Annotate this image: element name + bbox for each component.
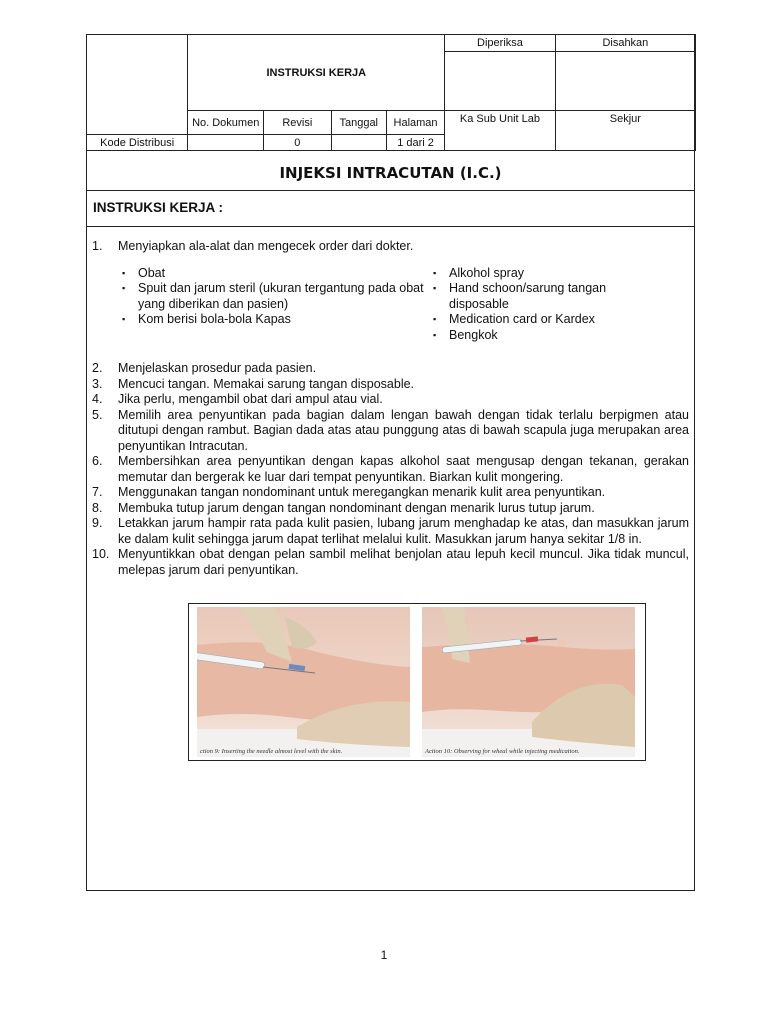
ka-sub-unit-lab-label: Ka Sub Unit Lab	[445, 111, 556, 151]
photo-observing-wheal	[422, 607, 635, 757]
disahkan-signature-cell	[555, 52, 695, 111]
step-text: Memilih area penyuntikan pada bagian dalam lengan bawah dengan tidak terlalu berpigmen atau ditutupi dengan rambut. Bagian dada atas atau punggung atas di bawah scapula juga merupakan area penyuntikan Intracutan.	[118, 407, 689, 453]
square-bullet-icon: ▪	[122, 314, 126, 324]
step-text: Menggunakan tangan nondominant untuk meregangkan menarik kulit area penyuntikan.	[118, 485, 606, 499]
document-title: INJEKSI INTRACUTAN (I.C.)	[86, 153, 695, 191]
equipment-item: ▪ Bengkok	[433, 327, 498, 342]
kode-distribusi-label: Kode Distribusi	[87, 135, 188, 151]
photo-inserting-needle	[197, 607, 410, 757]
instruction-step	[92, 361, 689, 377]
photo-observing-wheal-image	[422, 607, 635, 757]
square-bullet-icon: ▪	[122, 267, 126, 278]
page-number: 1	[380, 948, 388, 962]
equipment-item: ▪ Medication card or Kardex	[433, 312, 595, 326]
instruction-step	[92, 239, 689, 255]
tanggal-value	[331, 135, 386, 151]
step-number: 3.	[92, 376, 103, 391]
photo-caption: ction 9: Inserting the needle almost level with the skin.	[200, 748, 343, 755]
section-heading: INSTRUKSI KERJA :	[86, 191, 695, 227]
col-revisi: Revisi	[264, 111, 332, 135]
diperiksa-signature-cell	[445, 52, 556, 111]
step-number: 5.	[92, 407, 103, 422]
col-no-dokumen: No. Dokumen	[188, 111, 264, 135]
square-bullet-icon: ▪	[433, 314, 437, 324]
instruction-step	[92, 392, 689, 408]
step-number: 4.	[92, 392, 103, 406]
square-bullet-icon: ▪	[122, 283, 126, 293]
square-bullet-icon: ▪	[433, 329, 437, 340]
instruction-step	[92, 454, 689, 485]
step-number: 1.	[92, 239, 103, 253]
step-number: 10.	[92, 547, 110, 561]
procedure-photos	[188, 603, 646, 761]
diperiksa-label: Diperiksa	[445, 35, 556, 52]
instruction-step	[92, 408, 689, 455]
equipment-list-left	[122, 266, 427, 344]
step-text: Menyiapkan ala-alat dan mengecek order dari dokter.	[118, 239, 414, 253]
instruction-step	[92, 485, 689, 501]
header-title: INSTRUKSI KERJA	[188, 35, 445, 111]
step-number: 6.	[92, 454, 103, 468]
instruction-step	[92, 501, 689, 517]
equipment-item: ▪ Alkohol spray	[433, 265, 525, 280]
equipment-item: ▪ Spuit dan jarum steril (ukuran tergantung pada obat yang diberikan dan pasien)	[122, 281, 424, 311]
square-bullet-icon: ▪	[433, 267, 437, 278]
logo-cell	[87, 35, 188, 135]
step-text: Menjelaskan prosedur pada pasien.	[118, 361, 317, 375]
step-text: Letakkan jarum hampir rata pada kulit pasien, lubang jarum menghadap ke atas, dan masukkan jarum ke dalam kulit sehingga jarum dapat terlihat melalui kulit. Masukkan jarum hanya sekitar 1/8 in.	[118, 516, 689, 546]
step-text: Menyuntikkan obat dengan pelan sambil melihat benjolan atau lepuh kecil muncul. Jika tidak muncul, melepas jarum dari penyuntikan.	[118, 547, 689, 577]
photo-caption: Action 10: Observing for wheal while injecting medication.	[425, 748, 580, 755]
no-dokumen-value	[188, 135, 264, 151]
equipment-list	[92, 266, 689, 344]
equipment-item: ▪ Kom berisi bola-bola Kapas	[122, 312, 291, 326]
instruction-content	[92, 239, 689, 578]
square-bullet-icon: ▪	[433, 283, 437, 293]
sekjur-label: Sekjur	[555, 111, 695, 151]
instruction-step	[92, 516, 689, 547]
step-number: 8.	[92, 500, 103, 515]
step-number: 7.	[92, 485, 103, 499]
instruction-step	[92, 377, 689, 393]
col-halaman: Halaman	[386, 111, 444, 135]
equipment-list-right	[433, 266, 653, 344]
step-text: Jika perlu, mengambil obat dari ampul atau vial.	[118, 392, 383, 406]
step-number: 2.	[92, 361, 103, 375]
instruction-step	[92, 547, 689, 578]
step-text: Membuka tutup jarum dengan tangan nondominant dengan menarik lurus tutup jarum.	[118, 500, 595, 515]
halaman-value: 1 dari 2	[386, 135, 444, 151]
equipment-item: ▪ Hand schoon/sarung tangan disposable	[433, 281, 607, 311]
photo-inserting-needle-image	[197, 607, 410, 757]
document-header-table	[86, 34, 696, 151]
disahkan-label: Disahkan	[555, 35, 695, 52]
step-number: 9.	[92, 516, 103, 530]
step-text: Mencuci tangan. Memakai sarung tangan disposable.	[118, 376, 415, 391]
equipment-item: ▪ Obat	[122, 265, 166, 280]
step-text: Membersihkan area penyuntikan dengan kapas alkohol saat mengusap dengan tekanan, gerakan memutar dan bergerak ke luar dari tempat penyuntikan. Biarkan kulit mongering.	[118, 454, 689, 484]
col-tanggal: Tanggal	[331, 111, 386, 135]
revisi-value: 0	[264, 135, 332, 151]
